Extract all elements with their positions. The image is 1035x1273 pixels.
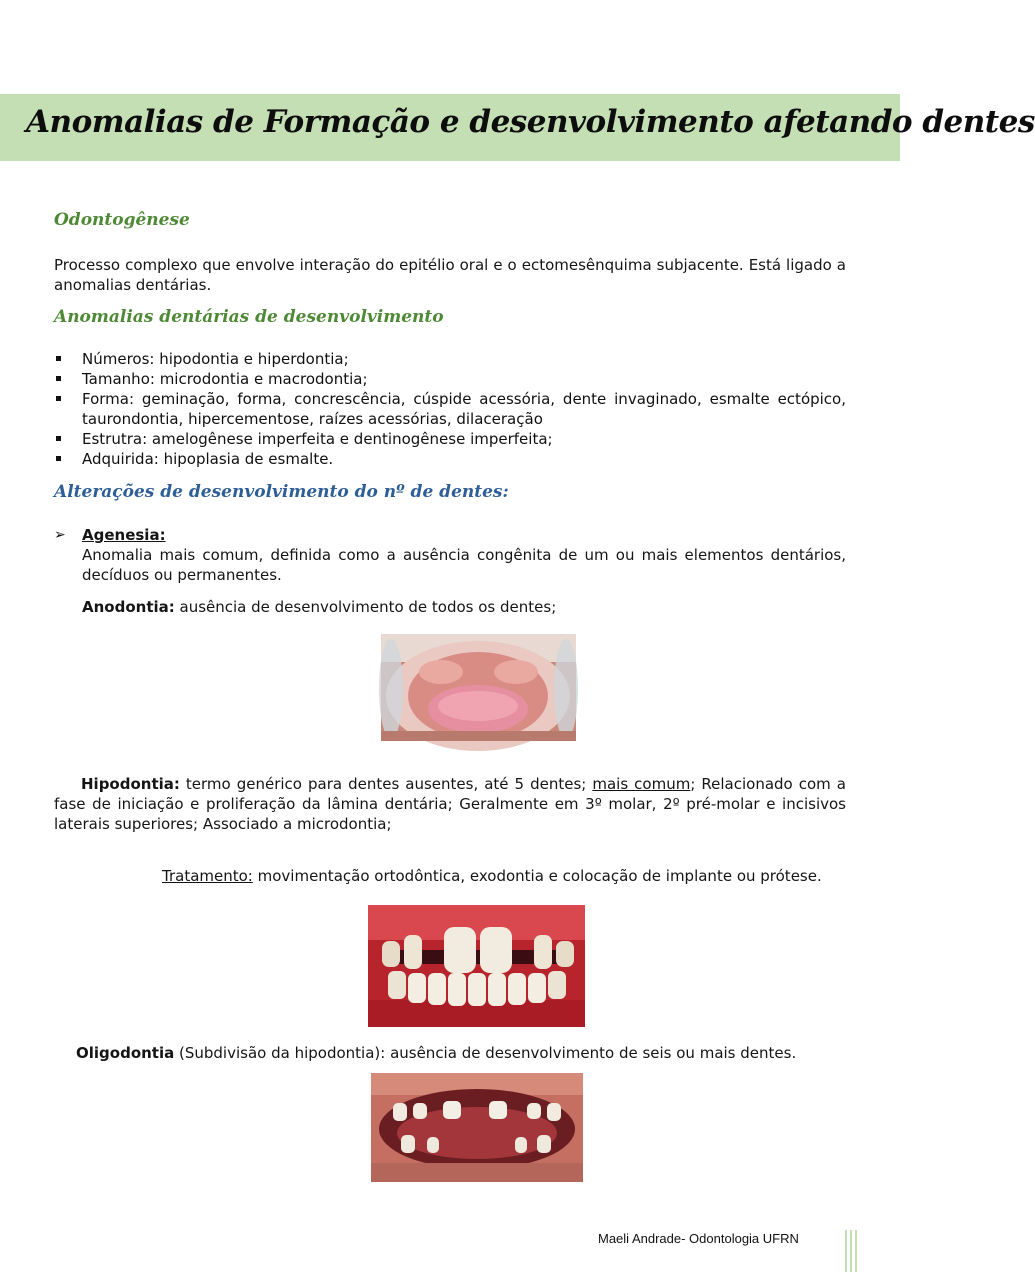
oligodontia-paragraph: Oligodontia (Subdivisão da hipodontia): ausência de desenvolvimento de seis ou mais dentes. [76, 1044, 797, 1062]
arrow-bullet-icon: ➢ [54, 527, 66, 543]
paragraph-odontogenese: Processo complexo que envolve interação do epitélio oral e o ectomesênquima subjacente. Está ligado a anomalias dentárias. [54, 256, 846, 294]
heading-anomalias-desenvolvimento: Anomalias dentárias de desenvolvimento [54, 307, 444, 327]
oligodontia-label: Oligodontia [76, 1044, 175, 1062]
footer-author: Maeli Andrade- Odontologia UFRN [598, 1231, 799, 1246]
list-item: Tamanho: microdontia e macrodontia; [54, 369, 846, 389]
agenesia-text: Anomalia mais comum, definida como a ausência congênita de um ou mais elementos dentários, decíduos ou permanentes. [82, 546, 846, 584]
bullet-icon [56, 456, 61, 461]
bullet-icon [56, 436, 61, 441]
list-item: Forma: geminação, forma, concrescência, cúspide acessória, dente invaginado, esmalte ectópico, taurondontia, hipercementose, raízes acessórias, dilaceração [54, 389, 846, 429]
anomalias-list [54, 349, 846, 469]
bullet-icon [56, 396, 61, 401]
hipodontia-photo [368, 905, 585, 1027]
heading-odontogenese: Odontogênese [54, 210, 190, 230]
anodontia-paragraph: Anodontia: ausência de desenvolvimento de todos os dentes; [82, 598, 557, 616]
bullet-icon [56, 376, 61, 381]
agenesia-label: Agenesia: [82, 526, 166, 544]
anodontia-label: Anodontia: [82, 598, 175, 616]
heading-alteracoes-numero: Alterações de desenvolvimento do nº de dentes: [54, 482, 509, 502]
footer-decor-bar [850, 1230, 852, 1272]
anodontia-photo [381, 634, 576, 741]
list-item: Números: hipodontia e hiperdontia; [54, 349, 846, 369]
footer-decor-bar [855, 1230, 857, 1272]
tratamento-label: Tratamento: [162, 867, 253, 885]
bullet-icon [56, 356, 61, 361]
hipodontia-paragraph: Hipodontia: termo genérico para dentes ausentes, até 5 dentes; mais comum; Relacionado com a fase de iniciação e proliferação da lâmina dentária; Geralmente em 3º molar, 2º pré-molar e incisivos laterais superiores; Associado a microdontia; [54, 775, 846, 833]
page-title: Anomalias de Formação e desenvolvimento afetando dentes [26, 104, 1035, 140]
hipodontia-label: Hipodontia: [81, 775, 180, 793]
tratamento-paragraph: Tratamento: movimentação ortodôntica, exodontia e colocação de implante ou prótese. [162, 867, 822, 885]
list-item: Estrutra: amelogênese imperfeita e dentinogênese imperfeita; [54, 429, 846, 449]
footer-decor-bar [845, 1230, 847, 1272]
list-item: Adquirida: hipoplasia de esmalte. [54, 449, 846, 469]
oligodontia-photo [371, 1073, 583, 1182]
